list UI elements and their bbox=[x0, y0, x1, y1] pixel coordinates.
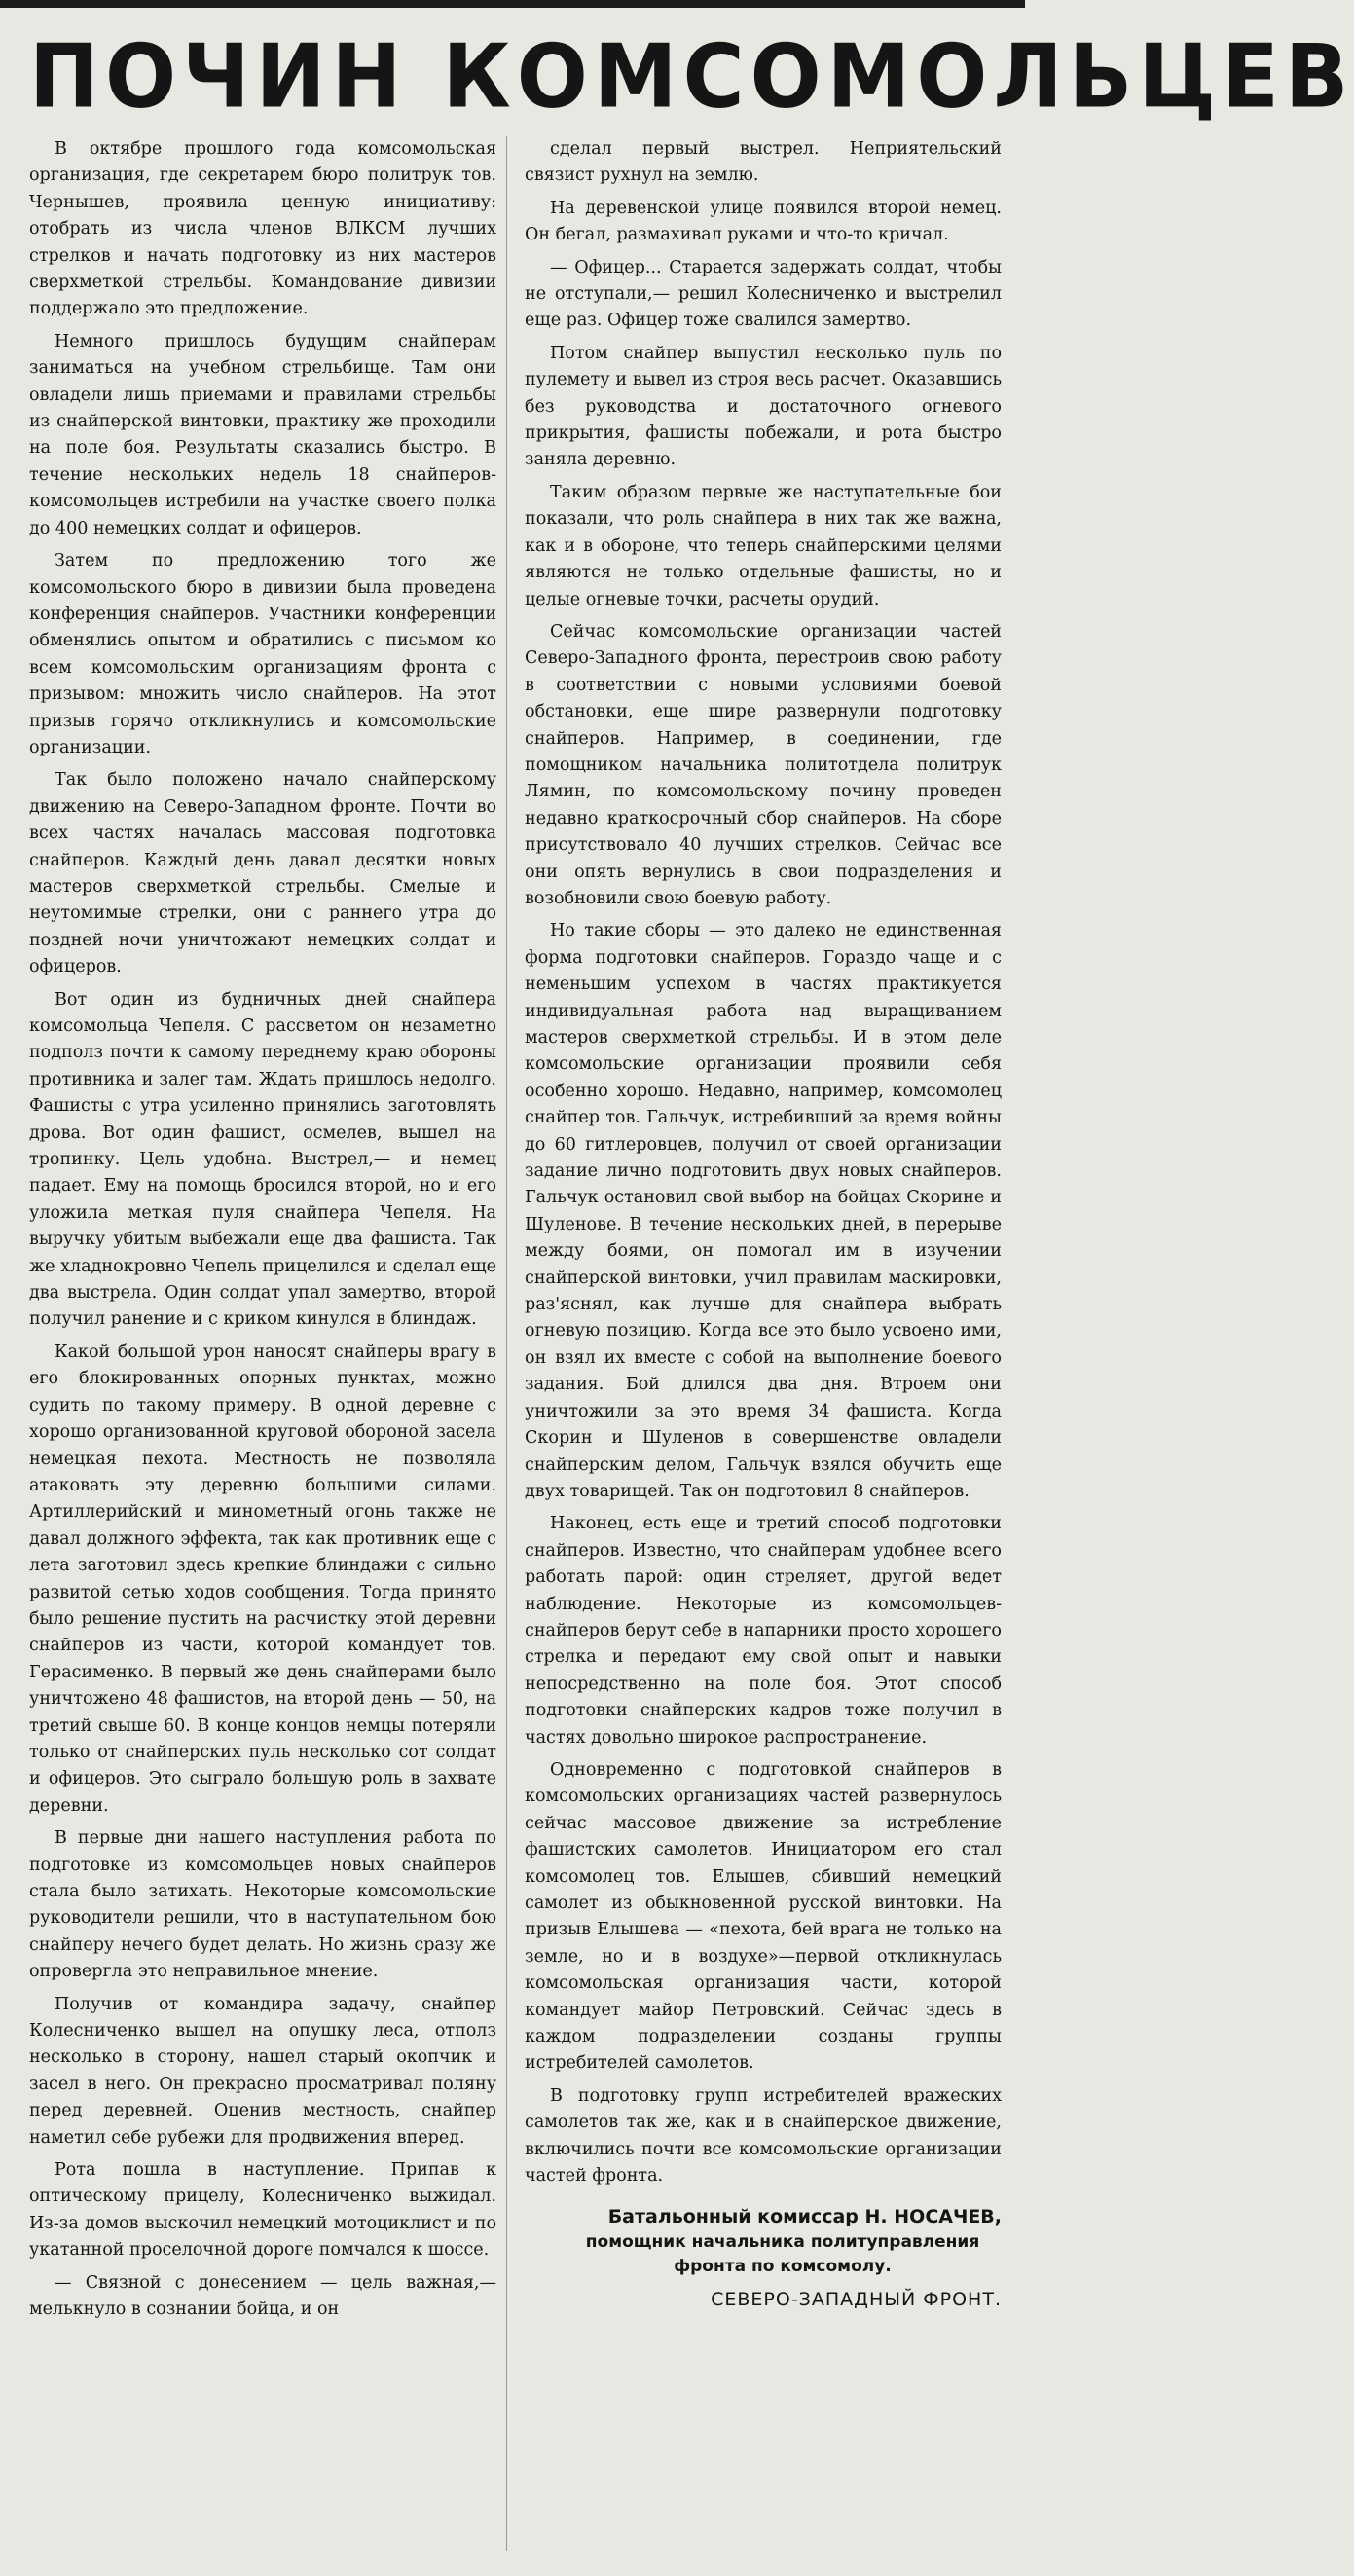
article-paragraph: Рота пошла в наступление. Припав к оптическому прицелу, Колесниченко выжидал. Из-за домов выскочил немецкий мотоциклист и по укатанной проселочной дороге помчался к шоссе. bbox=[29, 2160, 497, 2261]
article-paragraph: — Связной с донесением — цель важная,— мелькнуло в сознании бойца, и он bbox=[29, 2272, 497, 2320]
article-paragraph: — Офицер... Старается задержать солдат, чтобы не отступали,— решил Колесниченко и выстрелил еще раз. Офицер тоже свалился замертво. bbox=[525, 257, 1002, 331]
article-paragraph: На деревенской улице появился второй немец. Он бегал, размахивал руками и что-то кричал. bbox=[525, 198, 1002, 245]
right-column bbox=[525, 136, 1002, 2551]
article-paragraph: сделал первый выстрел. Неприятельский связист рухнул на землю. bbox=[525, 139, 1002, 186]
top-rule bbox=[0, 0, 1025, 8]
article-paragraph: Потом снайпер выпустил несколько пуль по пулемету и вывел из строя весь расчет. Оказавшись без руководства и достаточного огневого прикрытия, фашисты побежали, и рота быстро заняла деревню. bbox=[525, 343, 1002, 470]
author-role: помощник начальника политуправления фронта по комсомолу. bbox=[585, 2232, 980, 2277]
article-paragraph: В подготовку групп истребителей вражеских самолетов так же, как и в снайперское движение, включились почти все комсомольские организации частей фронта. bbox=[525, 2085, 1002, 2187]
article-paragraph: Какой большой урон наносят снайперы врагу в его блокированных опорных пунктах, можно судить по такому примеру. В одной деревне с хорошо организованной круговой обороной засела немецкая пехота. Местность не позволяла атаковать эту деревню большими силами. Артиллерийский и минометный огонь также не давал должного эффекта, так как противник еще с лета заготовил здесь крепкие блиндажи с сильно развитой сетью ходов сообщения. Тогда принято было решение пустить на расчистку этой деревни снайперов из части, которой командует тов. Герасименко. В первый же день снайперами было уничтожено 48 фашистов, на второй день — 50, на третий свыше 60. В конце концов немцы потеряли только от снайперских пуль несколько сот солдат и офицеров. Это сыграло большую роль в захвате деревни. bbox=[29, 1342, 497, 1816]
right-column-text bbox=[525, 136, 1002, 2190]
article-paragraph: Вот один из будничных дней снайпера комсомольца Чепеля. С рассветом он незаметно подполз почти к самому переднему краю обороны противника и залег там. Ждать пришлось недолго. Фашисты с утра усиленно принялись заготовлять дрова. Вот один фашист, осмелев, вышел на тропинку. Цель удобна. Выстрел,— и немец падает. Ему на помощь бросился второй, но и его уложила меткая пуля снайпера Чепеля. На выручку убитым выбежали еще два фашиста. Так же хладнокровно Чепель прицелился и сделал еще два выстрела. Один солдат упал замертво, второй получил ранение и с криком кинулся в блиндаж. bbox=[29, 989, 497, 1330]
signature-block bbox=[525, 2203, 1002, 2313]
article-paragraph: Одновременно с подготовкой снайперов в комсомольских организациях частей развернулось сейчас массовое движение за истребление фашистских самолетов. Инициатором его стал комсомолец тов. Елышев, сбивший немецкий самолет из обыкновенной русской винтовки. На призыв Елышева — «пехота, бей врага не только на земле, но и в воздухе»—первой откликнулась комсомольская организация части, которой командует майор Петровский. Сейчас здесь в каждом подразделении созданы группы истребителей самолетов. bbox=[525, 1759, 1002, 2074]
article-paragraph: В первые дни нашего наступления работа по подготовке из комсомольцев новых снайперов стала было затихать. Некоторые комсомольские руководители решили, что в наступательном бою снайперу нечего будет делать. Но жизнь сразу же опровергла это неправильное мнение. bbox=[29, 1828, 497, 1982]
article-body bbox=[29, 136, 1002, 2551]
article-headline: ПОЧИН КОМСОМОЛЬЦЕВ bbox=[29, 25, 1354, 129]
article-paragraph: Немного пришлось будущим снайперам заниматься на учебном стрельбище. Там они овладели лишь приемами и правилами стрельбы из снайперской винтовки, практику же проходили на поле боя. Результаты сказались быстро. В течение нескольких недель 18 снайперов-комсомольцев истребили на участке своего полка до 400 немецких солдат и офицеров. bbox=[29, 331, 497, 538]
author-name: Батальонный комиссар Н. НОСАЧЕВ, bbox=[607, 2206, 1002, 2228]
left-column bbox=[29, 136, 507, 2551]
article-paragraph: Но такие сборы — это далеко не единственная форма подготовки снайперов. Гораздо чаще и с неменьшим успехом в частях практикуется индивидуальная работа над выращиванием мастеров сверхметкой стрельбы. И в этом деле комсомольские организации проявили себя особенно хорошо. Недавно, например, комсомолец снайпер тов. Гальчук, истребивший за время войны до 60 гитлеровцев, получил от своей организации задание лично подготовить двух новых снайперов. Гальчук остановил свой выбор на бойцах Скорине и Шуленове. В течение нескольких дней, в перерыве между боями, он помогал им в изучении снайперской винтовки, учил правилам маскировки, раз'яснял, как лучше для снайпера выбрать огневую позицию. Когда все это было усвоено ими, он взял их вместе с собой на выполнение боевого задания. Бой длился два дня. Втроем они уничтожили за это время 34 фашиста. Когда Скорин и Шуленов в совершенстве овладели снайперским делом, Гальчук взялся обучить еще двух товарищей. Так он подготовил 8 снайперов. bbox=[525, 921, 1002, 1501]
article-paragraph: Сейчас комсомольские организации частей Северо-Западного фронта, перестроив свою работу в соответствии с новыми условиями боевой обстановки, еще шире развернули подготовку снайперов. Например, в соединении, где помощником начальника политотдела политрук Лямин, по комсомольскому почину проведен недавно краткосрочный сбор снайперов. На сборе присутствовало 40 лучших стрелков. Сейчас все они опять вернулись в свои подразделения и возобновили свою боевую работу. bbox=[525, 621, 1002, 908]
article-paragraph: Так было положено начало снайперскому движению на Северо-Западном фронте. Почти во всех частях началась массовая подготовка снайперов. Каждый день давал десятки новых мастеров сверхметкой стрельбы. Смелые и неутомимые стрелки, они с раннего утра до поздней ночи уничтожают немецких солдат и офицеров. bbox=[29, 770, 497, 977]
article-paragraph: Наконец, есть еще и третий способ подготовки снайперов. Известно, что снайперам удобнее всего работать парой: один стреляет, другой ведет наблюдение. Некоторые из комсомольцев-снайперов берут себе в напарники просто хорошего стрелка и передают ему свой опыт и навыки непосредственно на поле боя. Этот способ подготовки снайперских кадров тоже получил в частях довольно широкое распространение. bbox=[525, 1514, 1002, 1748]
front-dateline: СЕВЕРО-ЗАПАДНЫЙ ФРОНТ. bbox=[711, 2289, 1002, 2311]
article-paragraph: Затем по предложению того же комсомольского бюро в дивизии была проведена конференция снайперов. Участники конференции обменялись опытом и обратились с письмом ко всем комсомольским организациям фронта с призывом: множить число снайперов. На этот призыв горячо откликнулись и комсомольские организации. bbox=[29, 551, 497, 757]
article-paragraph: В октябре прошлого года комсомольская организация, где секретарем бюро политрук тов. Чернышев, проявила ценную инициативу: отобрать из числа членов ВЛКСМ лучших стрелков и начать подготовку из них мастеров сверхметкой стрельбы. Командование дивизии поддержало это предложение. bbox=[29, 139, 497, 319]
article-paragraph: Получив от командира задачу, снайпер Колесниченко вышел на опушку леса, отполз несколько в сторону, нашел старый окопчик и засел в него. Он прекрасно просматривал поляну перед деревней. Оценив местность, снайпер наметил себе рубежи для продвижения вперед. bbox=[29, 1994, 497, 2148]
article-paragraph: Таким образом первые же наступательные бои показали, что роль снайпера в них так же важна, как и в обороне, что теперь снайперскими целями являются не только отдельные фашисты, но и целые огневые точки, расчеты орудий. bbox=[525, 482, 1002, 609]
